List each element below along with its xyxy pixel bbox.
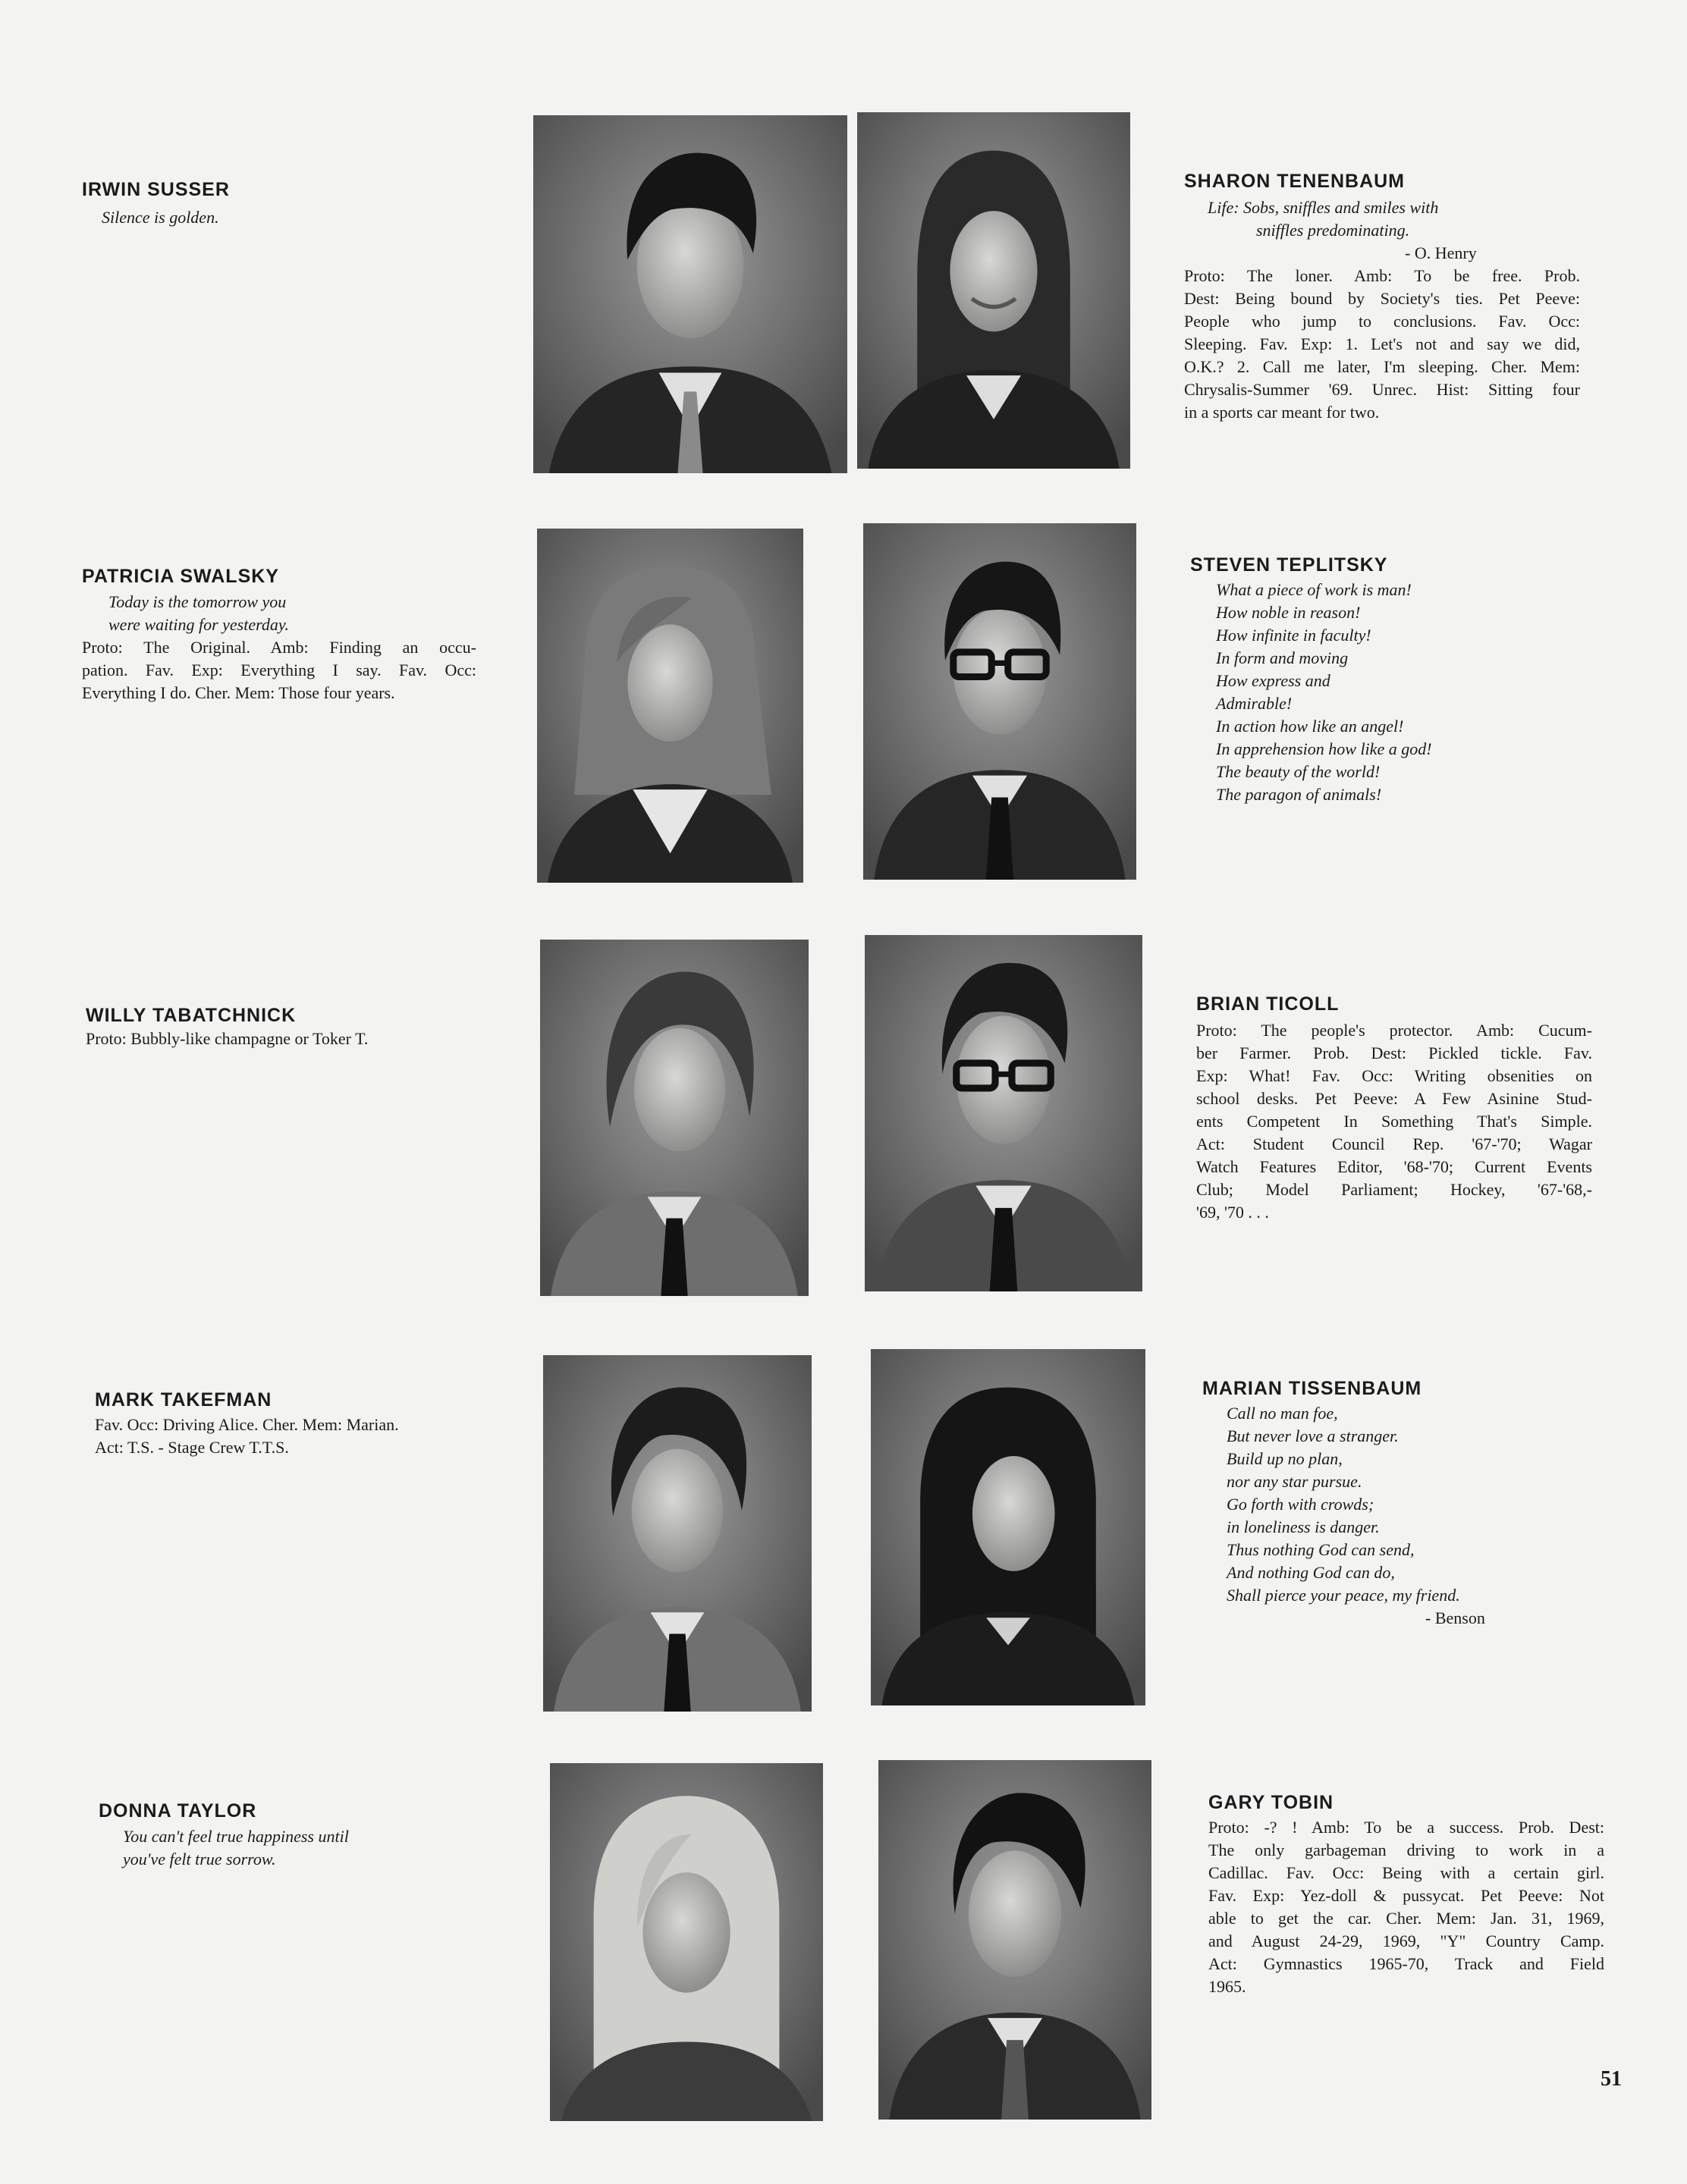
quote-line: The beauty of the world! bbox=[1216, 762, 1381, 781]
quote-line: You can't feel true happiness until bbox=[123, 1827, 349, 1846]
bio-line: ents Competent In Something That's Simple. bbox=[1196, 1112, 1592, 1131]
student-bio-ticoll bbox=[1196, 1019, 1592, 1224]
bio-line: People who jump to conclusions. Fav. Occ: bbox=[1184, 312, 1580, 331]
bio-line: Act: T.S. - Stage Crew T.T.S. bbox=[95, 1438, 289, 1457]
student-bio-swalsky bbox=[82, 636, 476, 704]
bio-line: Fav. Occ: Driving Alice. Cher. Mem: Marian. bbox=[95, 1415, 399, 1434]
quote-line: In form and moving bbox=[1216, 648, 1349, 667]
student-bio-tabatchnick bbox=[86, 1028, 368, 1050]
bio-line: 1965. bbox=[1208, 1977, 1246, 1996]
portrait-photo-tenenbaum bbox=[857, 112, 1130, 469]
student-name-taylor: DONNA TAYLOR bbox=[99, 1800, 257, 1822]
student-bio-tobin bbox=[1208, 1816, 1604, 1998]
quote-attribution: - O. Henry bbox=[1405, 243, 1477, 262]
portrait-photo-ticoll bbox=[865, 935, 1142, 1291]
quote-line: How infinite in faculty! bbox=[1216, 626, 1371, 645]
bio-line: Sleeping. Fav. Exp: 1. Let's not and say we did, bbox=[1184, 334, 1580, 353]
student-quote-taylor bbox=[123, 1825, 349, 1871]
quote-line: Thus nothing God can send, bbox=[1227, 1540, 1415, 1559]
bio-line: Watch Features Editor, '68-'70; Current Events bbox=[1196, 1157, 1592, 1176]
bio-line: ber Farmer. Prob. Dest: Pickled tickle. Fav. bbox=[1196, 1043, 1592, 1062]
student-name-ticoll: BRIAN TICOLL bbox=[1196, 993, 1340, 1015]
bio-line: Act: Student Council Rep. '67-'70; Wagar bbox=[1196, 1134, 1592, 1153]
student-quote-tenenbaum bbox=[1208, 196, 1477, 265]
portrait-photo-tobin bbox=[878, 1760, 1151, 2120]
bio-line: Everything I do. Cher. Mem: Those four years. bbox=[82, 683, 395, 702]
page-number: 51 bbox=[1601, 2067, 1622, 2091]
quote-line: Admirable! bbox=[1216, 694, 1293, 713]
bio-line: O.K.? 2. Call me later, I'm sleeping. Cher. Mem: bbox=[1184, 357, 1580, 376]
portrait-photo-tabatchnick bbox=[540, 940, 809, 1296]
portrait-photo-tissenbaum bbox=[871, 1349, 1145, 1705]
student-name-tenenbaum: SHARON TENENBAUM bbox=[1184, 171, 1405, 192]
student-name-tissenbaum: MARIAN TISSENBAUM bbox=[1202, 1378, 1422, 1399]
portrait-photo-susser bbox=[533, 115, 847, 473]
bio-line: Club; Model Parliament; Hockey, '67-'68,- bbox=[1196, 1180, 1592, 1199]
quote-line: The paragon of animals! bbox=[1216, 785, 1382, 804]
bio-line: Proto: -? ! Amb: To be a success. Prob. Dest: bbox=[1208, 1818, 1604, 1837]
quote-attribution: - Benson bbox=[1425, 1608, 1485, 1627]
quote-line: How noble in reason! bbox=[1216, 603, 1361, 622]
bio-line: '69, '70 . . . bbox=[1196, 1203, 1269, 1222]
quote-line: nor any star pursue. bbox=[1227, 1472, 1362, 1491]
portrait-photo-taylor bbox=[550, 1763, 823, 2121]
quote-line: How express and bbox=[1216, 671, 1330, 690]
student-name-teplitsky: STEVEN TEPLITSKY bbox=[1190, 554, 1388, 576]
student-name-swalsky: PATRICIA SWALSKY bbox=[82, 566, 279, 587]
bio-line: Dest: Being bound by Society's ties. Pet Peeve: bbox=[1184, 289, 1580, 308]
bio-line: and August 24-29, 1969, "Y" Country Camp. bbox=[1208, 1931, 1604, 1950]
bio-line: The only garbageman driving to work in a bbox=[1208, 1840, 1604, 1859]
bio-line: Proto: Bubbly-like champagne or Toker T. bbox=[86, 1029, 369, 1048]
bio-line: Proto: The Original. Amb: Finding an occu- bbox=[82, 638, 476, 657]
portrait-photo-takefman bbox=[543, 1355, 812, 1712]
quote-line: you've felt true sorrow. bbox=[123, 1850, 276, 1869]
student-bio-takefman bbox=[95, 1414, 399, 1459]
student-quote-susser bbox=[102, 206, 219, 229]
student-name-susser: IRWIN SUSSER bbox=[82, 179, 230, 200]
student-name-tobin: GARY TOBIN bbox=[1208, 1792, 1334, 1813]
bio-line: in a sports car meant for two. bbox=[1184, 403, 1380, 422]
bio-line: school desks. Pet Peeve: A Few Asinine Stud- bbox=[1196, 1089, 1592, 1108]
quote-line: Shall pierce your peace, my friend. bbox=[1227, 1586, 1460, 1605]
quote-line: What a piece of work is man! bbox=[1216, 580, 1412, 599]
quote-line: Build up no plan, bbox=[1227, 1449, 1343, 1468]
bio-line: Proto: The loner. Amb: To be free. Prob. bbox=[1184, 266, 1580, 285]
quote-line: But never love a stranger. bbox=[1227, 1426, 1399, 1445]
student-name-takefman: MARK TAKEFMAN bbox=[95, 1389, 272, 1410]
quote-line: were waiting for yesterday. bbox=[108, 615, 289, 634]
bio-line: able to get the car. Cher. Mem: Jan. 31, 1969, bbox=[1208, 1909, 1604, 1928]
quote-line: In action how like an angel! bbox=[1216, 717, 1404, 736]
student-quote-swalsky bbox=[108, 591, 289, 636]
bio-line: Exp: What! Fav. Occ: Writing obsenities on bbox=[1196, 1066, 1592, 1085]
quote-line: in loneliness is danger. bbox=[1227, 1517, 1380, 1536]
portrait-photo-swalsky bbox=[537, 529, 803, 883]
bio-line: pation. Fav. Exp: Everything I say. Fav. Occ: bbox=[82, 661, 476, 679]
quote-line: Life: Sobs, sniffles and smiles with bbox=[1208, 198, 1439, 217]
student-quote-tissenbaum bbox=[1227, 1402, 1485, 1630]
student-name-tabatchnick: WILLY TABATCHNICK bbox=[86, 1005, 297, 1026]
bio-line: Fav. Exp: Yez-doll & pussycat. Pet Peeve: Not bbox=[1208, 1886, 1604, 1905]
bio-line: Proto: The people's protector. Amb: Cucum- bbox=[1196, 1021, 1592, 1040]
quote-line: In apprehension how like a god! bbox=[1216, 739, 1432, 758]
bio-line: Chrysalis-Summer '69. Unrec. Hist: Sitting four bbox=[1184, 380, 1580, 399]
portrait-photo-teplitsky bbox=[863, 523, 1136, 880]
quote-line: sniffles predominating. bbox=[1256, 221, 1410, 240]
bio-line: Act: Gymnastics 1965-70, Track and Field bbox=[1208, 1954, 1604, 1973]
student-quote-teplitsky bbox=[1216, 579, 1432, 806]
quote-line: Today is the tomorrow you bbox=[108, 592, 287, 611]
quote-line: Go forth with crowds; bbox=[1227, 1495, 1374, 1514]
quote-line: Silence is golden. bbox=[102, 208, 219, 227]
bio-line: Cadillac. Fav. Occ: Being with a certain girl. bbox=[1208, 1863, 1604, 1882]
quote-line: And nothing God can do, bbox=[1227, 1563, 1395, 1582]
quote-line: Call no man foe, bbox=[1227, 1404, 1338, 1423]
student-bio-tenenbaum bbox=[1184, 265, 1580, 424]
